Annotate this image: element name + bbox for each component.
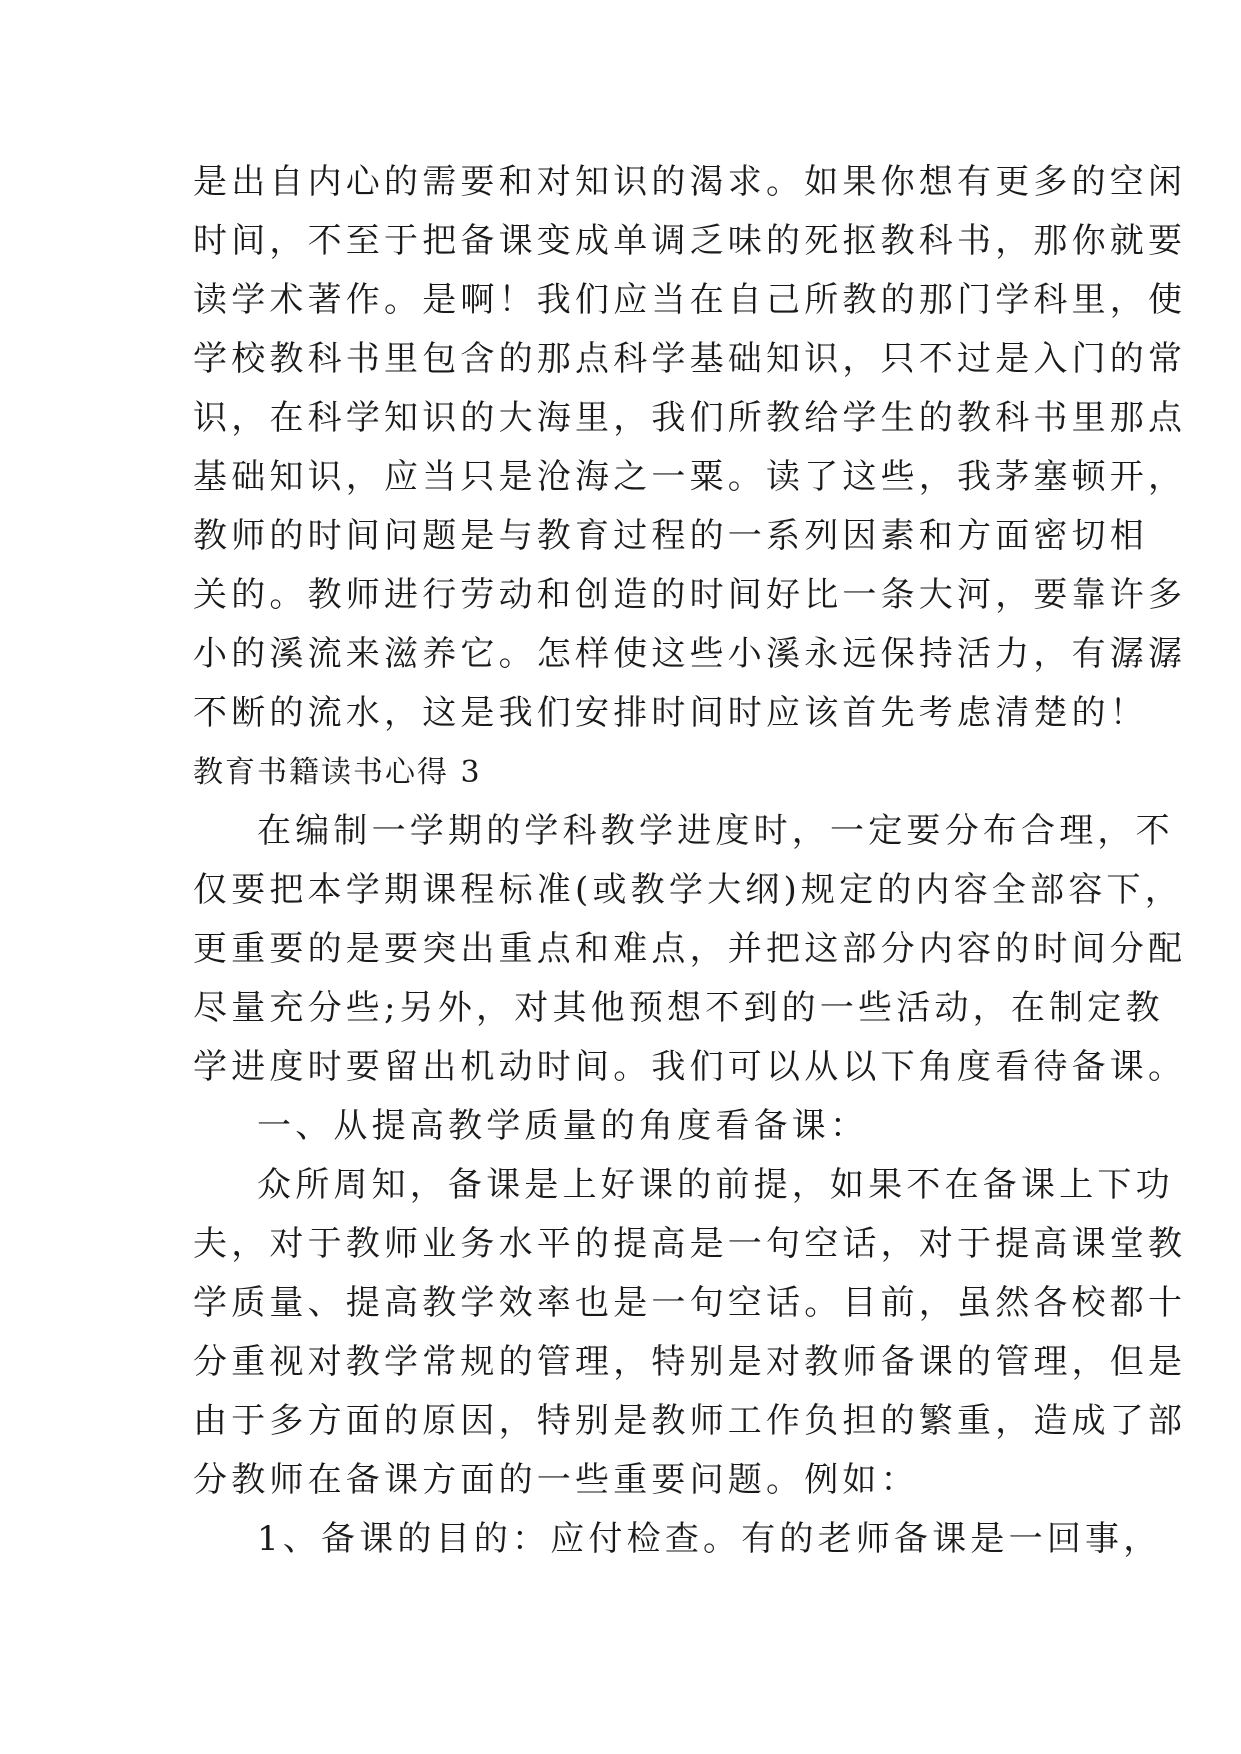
subheading-line: 一、从提高教学质量的角度看备课： [257, 1106, 869, 1146]
paragraph-line: 更重要的是要突出重点和难点，并把这部分内容的时间分配 [193, 929, 1187, 969]
paragraph-line: 在编制一学期的学科教学进度时，一定要分布合理，不 [257, 811, 1174, 851]
document-body [193, 153, 1187, 1569]
paragraph-line: 小的溪流来滋养它。怎样使这些小溪永远保持活力，有潺潺 [193, 634, 1187, 674]
paragraph-line: 尽量充分些;另外，对其他预想不到的一些活动，在制定教 [193, 988, 1164, 1028]
paragraph-line: 教师的时间问题是与教育过程的一系列因素和方面密切相 [193, 516, 1148, 556]
paragraph-line: 分教师在备课方面的一些重要问题。例如： [193, 1460, 919, 1500]
paragraph-line: 分重视对教学常规的管理，特别是对教师备课的管理，但是 [193, 1342, 1187, 1382]
paragraph-line: 夫，对于教师业务水平的提高是一句空话，对于提高课堂教 [193, 1224, 1187, 1264]
paragraph-line: 学质量、提高教学效率也是一句空话。目前，虽然各校都十 [193, 1283, 1187, 1323]
paragraph-line: 学校教科书里包含的那点科学基础知识，只不过是入门的常 [193, 339, 1187, 379]
paragraph-line: 学进度时要留出机动时间。我们可以从以下角度看待备课。 [193, 1047, 1187, 1087]
paragraph-line: 仅要把本学期课程标准(或教学大纲)规定的内容全部容下， [193, 870, 1183, 910]
section-title: 教育书籍读书心得 3 [193, 755, 482, 790]
paragraph-line: 时间，不至于把备课变成单调乏味的死抠教科书，那你就要 [193, 221, 1187, 261]
paragraph-line: 读学术著作。是啊！我们应当在自己所教的那门学科里，使 [193, 280, 1187, 320]
paragraph-line: 众所周知，备课是上好课的前提，如果不在备课上下功 [257, 1165, 1174, 1205]
paragraph-line: 由于多方面的原因，特别是教师工作负担的繁重，造成了部 [193, 1401, 1187, 1441]
paragraph-line: 识，在科学知识的大海里，我们所教给学生的教科书里那点 [193, 398, 1187, 438]
paragraph-line: 不断的流水，这是我们安排时间时应该首先考虑清楚的！ [193, 693, 1148, 733]
paragraph-line: 基础知识，应当只是沧海之一粟。读了这些，我茅塞顿开， [193, 457, 1187, 497]
paragraph-line: 是出自内心的需要和对知识的渴求。如果你想有更多的空闲 [193, 162, 1187, 202]
paragraph-line: 关的。教师进行劳动和创造的时间好比一条大河，要靠许多 [193, 575, 1187, 615]
list-item-line: 1、备课的目的：应付检查。有的老师备课是一回事， [257, 1519, 1162, 1559]
